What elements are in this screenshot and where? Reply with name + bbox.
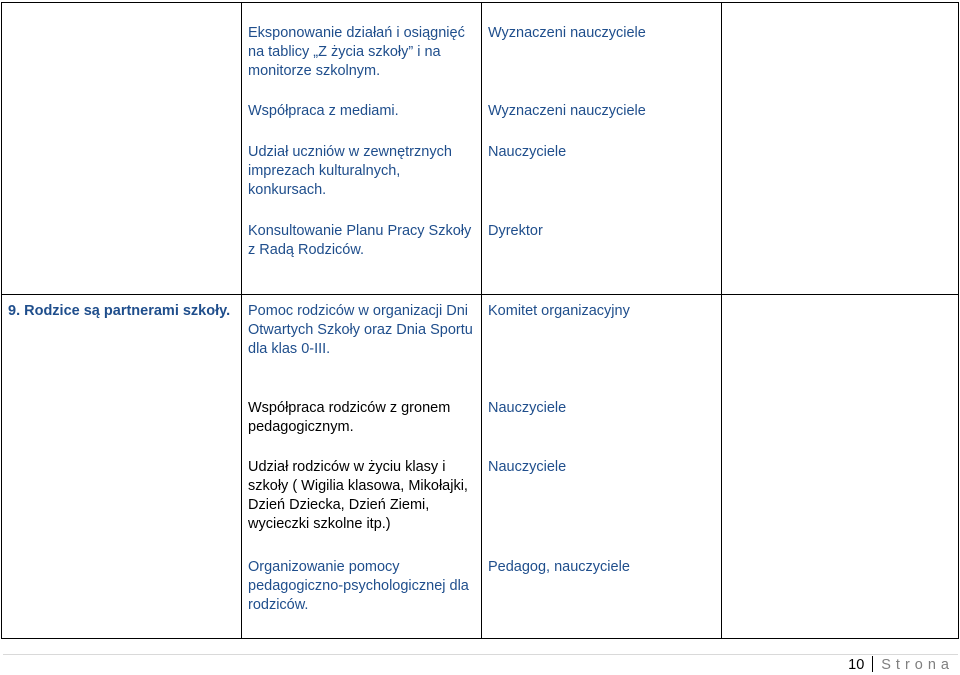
activity-text: Współpraca z mediami.	[248, 103, 399, 119]
activity-text: Konsultowanie Planu Pracy Szkoły z Radą Rodziców.	[248, 223, 472, 258]
page-number: 10	[848, 657, 865, 673]
activities-cell	[242, 295, 482, 639]
footer-divider	[3, 654, 958, 655]
responsible-text: Komitet organizacyjny	[488, 303, 630, 319]
area-title: 9. Rodzice są partnerami szkoły.	[8, 303, 231, 319]
activity-text: Udział uczniów w zewnętrznych imprezach kulturalnych, konkursach.	[248, 144, 452, 198]
responsible-cell	[482, 3, 722, 295]
table-row	[2, 3, 959, 295]
activity-text: Organizowanie pomocy pedagogiczno-psychologicznej dla rodziców.	[248, 559, 469, 613]
page-label: Strona	[881, 657, 954, 673]
notes-cell	[722, 3, 959, 295]
area-cell	[2, 295, 242, 639]
page-indicator	[848, 656, 954, 674]
responsible-text: Nauczyciele	[488, 400, 567, 416]
responsible-text: Wyznaczeni nauczyciele	[488, 103, 646, 119]
page-footer	[0, 644, 960, 675]
responsible-text: Wyznaczeni nauczyciele	[488, 25, 646, 41]
activity-text: Współpraca rodziców z gronem pedagogicznym.	[248, 400, 451, 435]
activities-cell	[242, 3, 482, 295]
activity-text: Eksponowanie działań i osiągnięć na tablicy „Z życia szkoły” i na monitorze szkolnym.	[248, 25, 465, 79]
responsible-text: Pedagog, nauczyciele	[488, 559, 630, 575]
table-row	[2, 295, 959, 639]
activity-text: Pomoc rodziców w organizacji Dni Otwartych Szkoły oraz Dnia Sportu dla klas 0-III.	[248, 303, 473, 357]
responsible-text: Nauczyciele	[488, 144, 567, 160]
responsible-text: Dyrektor	[488, 223, 543, 239]
responsible-cell	[482, 295, 722, 639]
area-cell	[2, 3, 242, 295]
activity-text: Udział rodziców w życiu klasy i szkoły ( Wigilia klasowa, Mikołajki, Dzień Dziecka, Dzień Ziemi, wycieczki szkolne itp.)	[248, 459, 468, 532]
footer-separator	[872, 656, 873, 672]
notes-cell	[722, 295, 959, 639]
responsible-text: Nauczyciele	[488, 459, 567, 475]
plan-table	[1, 2, 959, 639]
